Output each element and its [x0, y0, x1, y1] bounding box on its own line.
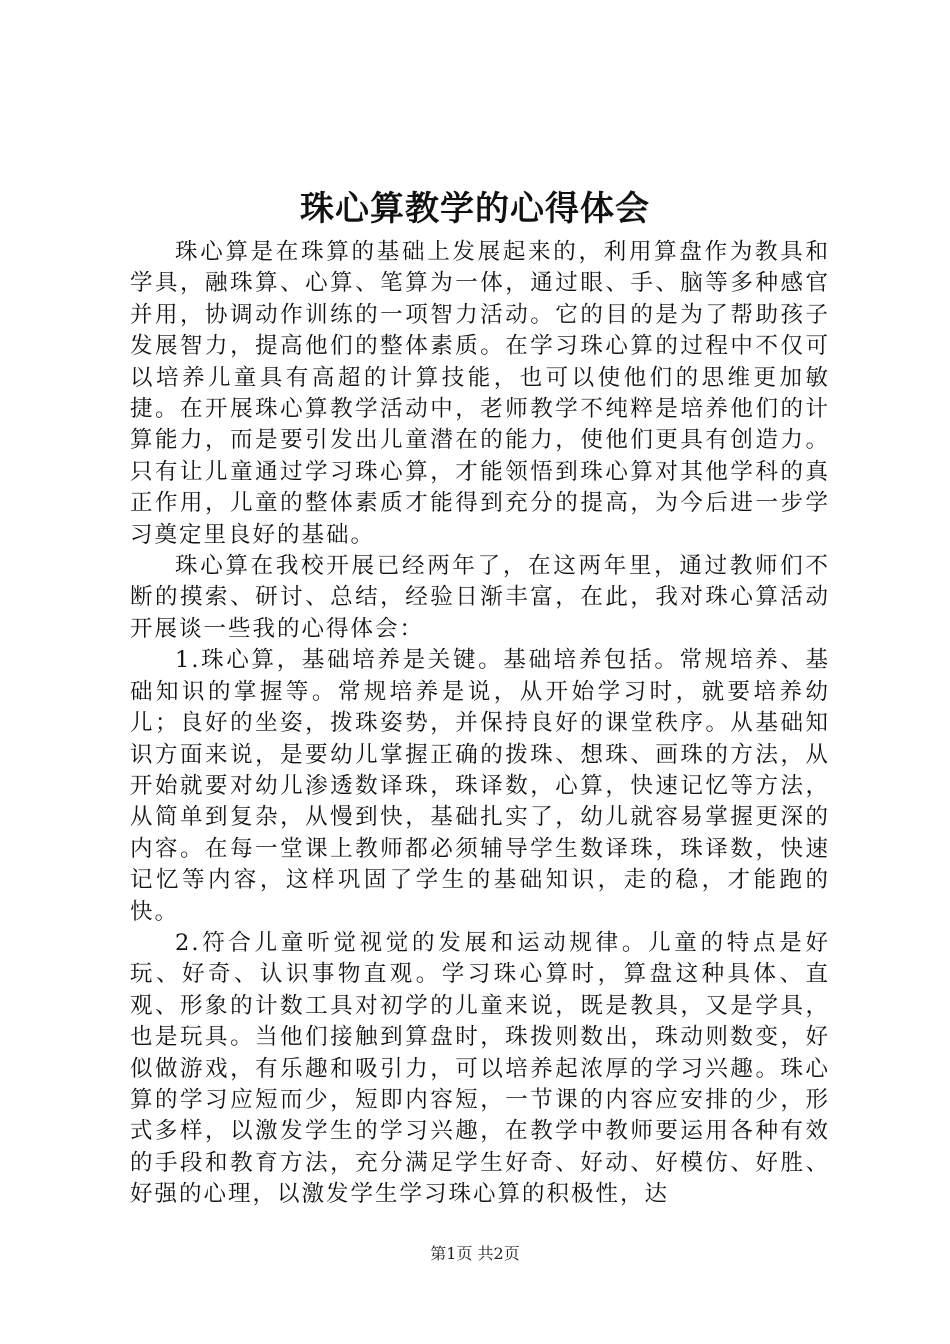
paragraph-background: 珠心算在我校开展已经两年了，在这两年里，通过教师们不断的摸索、研讨、总结，经验日渐丰富，在此，我对珠心算活动开展谈一些我的心得体会：: [130, 553, 830, 642]
paragraph-intro: 珠心算是在珠算的基础上发展起来的，利用算盘作为教具和学具，融珠算、心算、笔算为一体，通过眼、手、脑等多种感官并用，协调动作训练的一项智力活动。它的目的是为了帮助孩子发展智力，提高他们的整体素质。在学习珠心算的过程中不仅可以培养儿童具有高超的计算技能，也可以使他们的思维更加敏捷。在开展珠心算教学活动中，老师教学不纯粹是培养他们的计算能力，而是要引发出儿童潜在的能力，使他们更具有创造力。只有让儿童通过学习珠心算，才能领悟到珠心算对其他学科的真正作用，儿童的整体素质才能得到充分的提高，为今后进一步学习奠定里良好的基础。: [130, 239, 830, 548]
page-footer: 第1页 共2页: [430, 1244, 520, 1263]
paragraph-point-2: 2.符合儿童听觉视觉的发展和运动规律。儿童的特点是好玩、好奇、认识事物直观。学习珠心算时，算盘这种具体、直观、形象的计数工具对初学的儿童来说，既是教具，又是学具，也是玩具。当他们接触到算盘时，珠拨则数出，珠动则数变，好似做游戏，有乐趣和吸引力，可以培养起浓厚的学习兴趣。珠心算的学习应短而少，短即内容短，一节课的内容应安排的少，形式多样，以激发学生的学习兴趣，在教学中教师要运用各种有效的手段和教育方法，充分满足学生好奇、好动、好模仿、好胜、好强的心理，以激发学生学习珠心算的积极性，达: [130, 929, 830, 1208]
document-body: [130, 237, 830, 1211]
document-title: 珠心算教学的心得体会: [300, 189, 650, 229]
paragraph-point-1: 1.珠心算，基础培养是关键。基础培养包括。常规培养、基础知识的掌握等。常规培养是说，从开始学习时，就要培养幼儿；良好的坐姿，拨珠姿势，并保持良好的课堂秩序。从基础知识方面来说，是要幼儿掌握正确的拨珠、想珠、画珠的方法，从开始就要对幼儿渗透数译珠，珠译数，心算，快速记忆等方法，从简单到复杂，从慢到快，基础扎实了，幼儿就容易掌握更深的内容。在每一堂课上教师都必须辅导学生数译珠，珠译数，快速记忆等内容，这样巩固了学生的基础知识，走的稳，才能跑的快。: [130, 647, 830, 925]
